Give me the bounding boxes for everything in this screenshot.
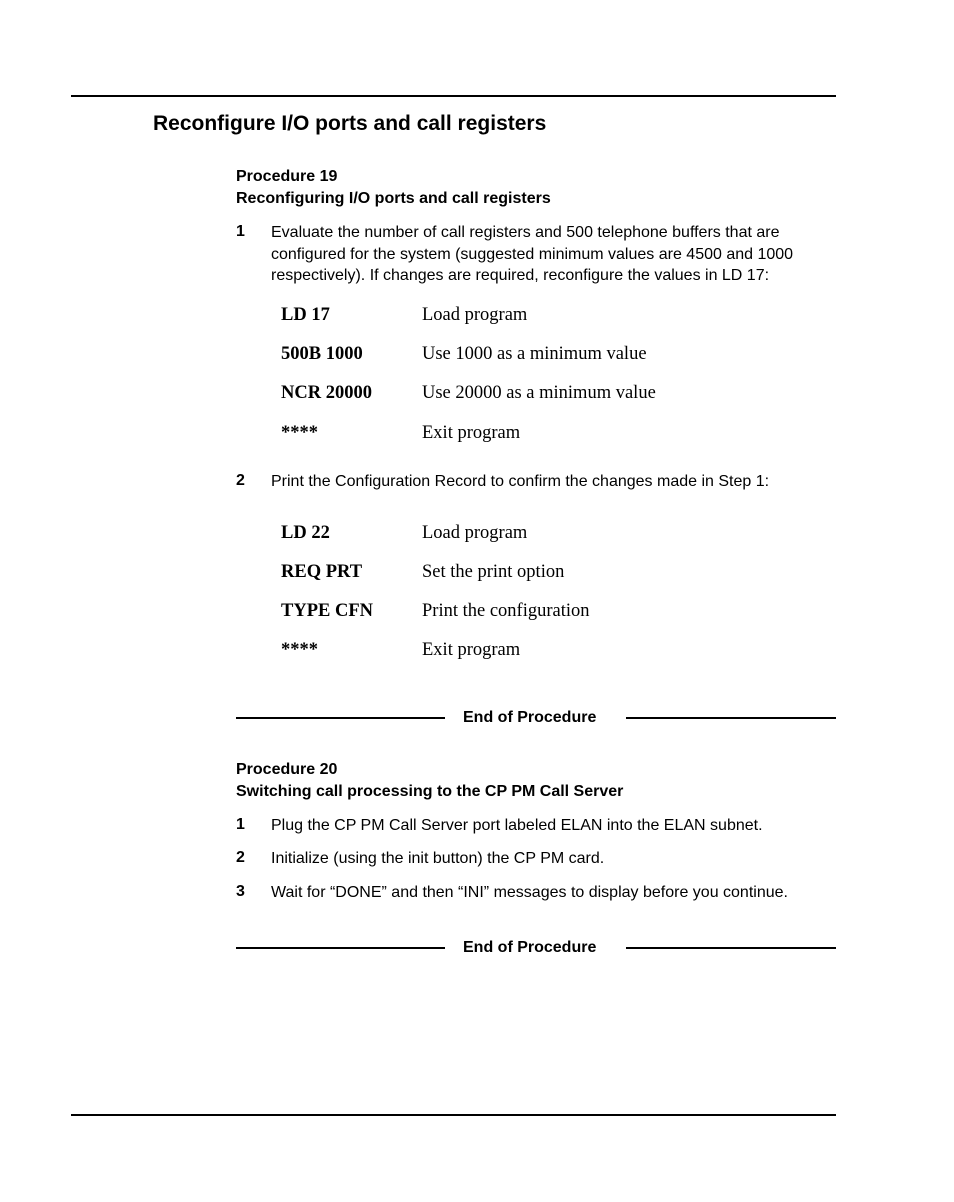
step-text-line: configured for the system (suggested minimum values are 4500 and 1000 [271,246,794,263]
procedure-19-label: Procedure 19 [236,168,338,185]
procedure-20-label: Procedure 20 [236,761,338,778]
end-of-procedure-rule-right [626,717,836,719]
command-description: Use 20000 as a minimum value [422,383,656,403]
step-number: 3 [236,883,245,900]
command-description: Set the print option [422,562,565,582]
step-text: Wait for “DONE” and then “INI” messages to display before you continue. [271,884,788,901]
step-text: Plug the CP PM Call Server port labeled ELAN into the ELAN subnet. [271,817,763,834]
command-description: Exit program [422,640,521,660]
step-text-line: Evaluate the number of call registers and 500 telephone buffers that are [271,224,780,241]
procedure-19-title: Reconfiguring I/O ports and call registers [236,190,551,207]
step-number: 1 [236,223,245,240]
step-text-line: Print the Configuration Record to confirm the changes made in Step 1: [271,473,770,490]
end-of-procedure-label: End of Procedure [463,709,597,726]
command-description: Print the configuration [422,601,590,621]
step-text: Initialize (using the init button) the CP PM card. [271,850,605,867]
command-code: LD 17 [281,305,330,325]
section-title: Reconfigure I/O ports and call registers [153,112,547,135]
command-code: 500B 1000 [281,344,363,364]
command-description: Exit program [422,423,521,443]
step-number: 2 [236,849,245,866]
end-of-procedure-label: End of Procedure [463,939,597,956]
step-number: 1 [236,816,245,833]
end-of-procedure-rule-left [236,717,445,719]
command-description: Use 1000 as a minimum value [422,344,647,364]
end-of-procedure-rule-right [626,947,836,949]
bottom-rule [71,1114,836,1116]
command-code: NCR 20000 [281,383,372,403]
end-of-procedure-rule-left [236,947,445,949]
command-code: **** [281,423,318,443]
top-rule [71,95,836,97]
step-text-line: respectively). If changes are required, reconfigure the values in LD 17: [271,267,770,284]
command-code: LD 22 [281,523,330,543]
command-description: Load program [422,523,528,543]
procedure-20-title: Switching call processing to the CP PM Call Server [236,783,624,800]
command-code: REQ PRT [281,562,363,582]
command-description: Load program [422,305,528,325]
command-code: TYPE CFN [281,601,373,621]
command-code: **** [281,640,318,660]
step-number: 2 [236,472,245,489]
